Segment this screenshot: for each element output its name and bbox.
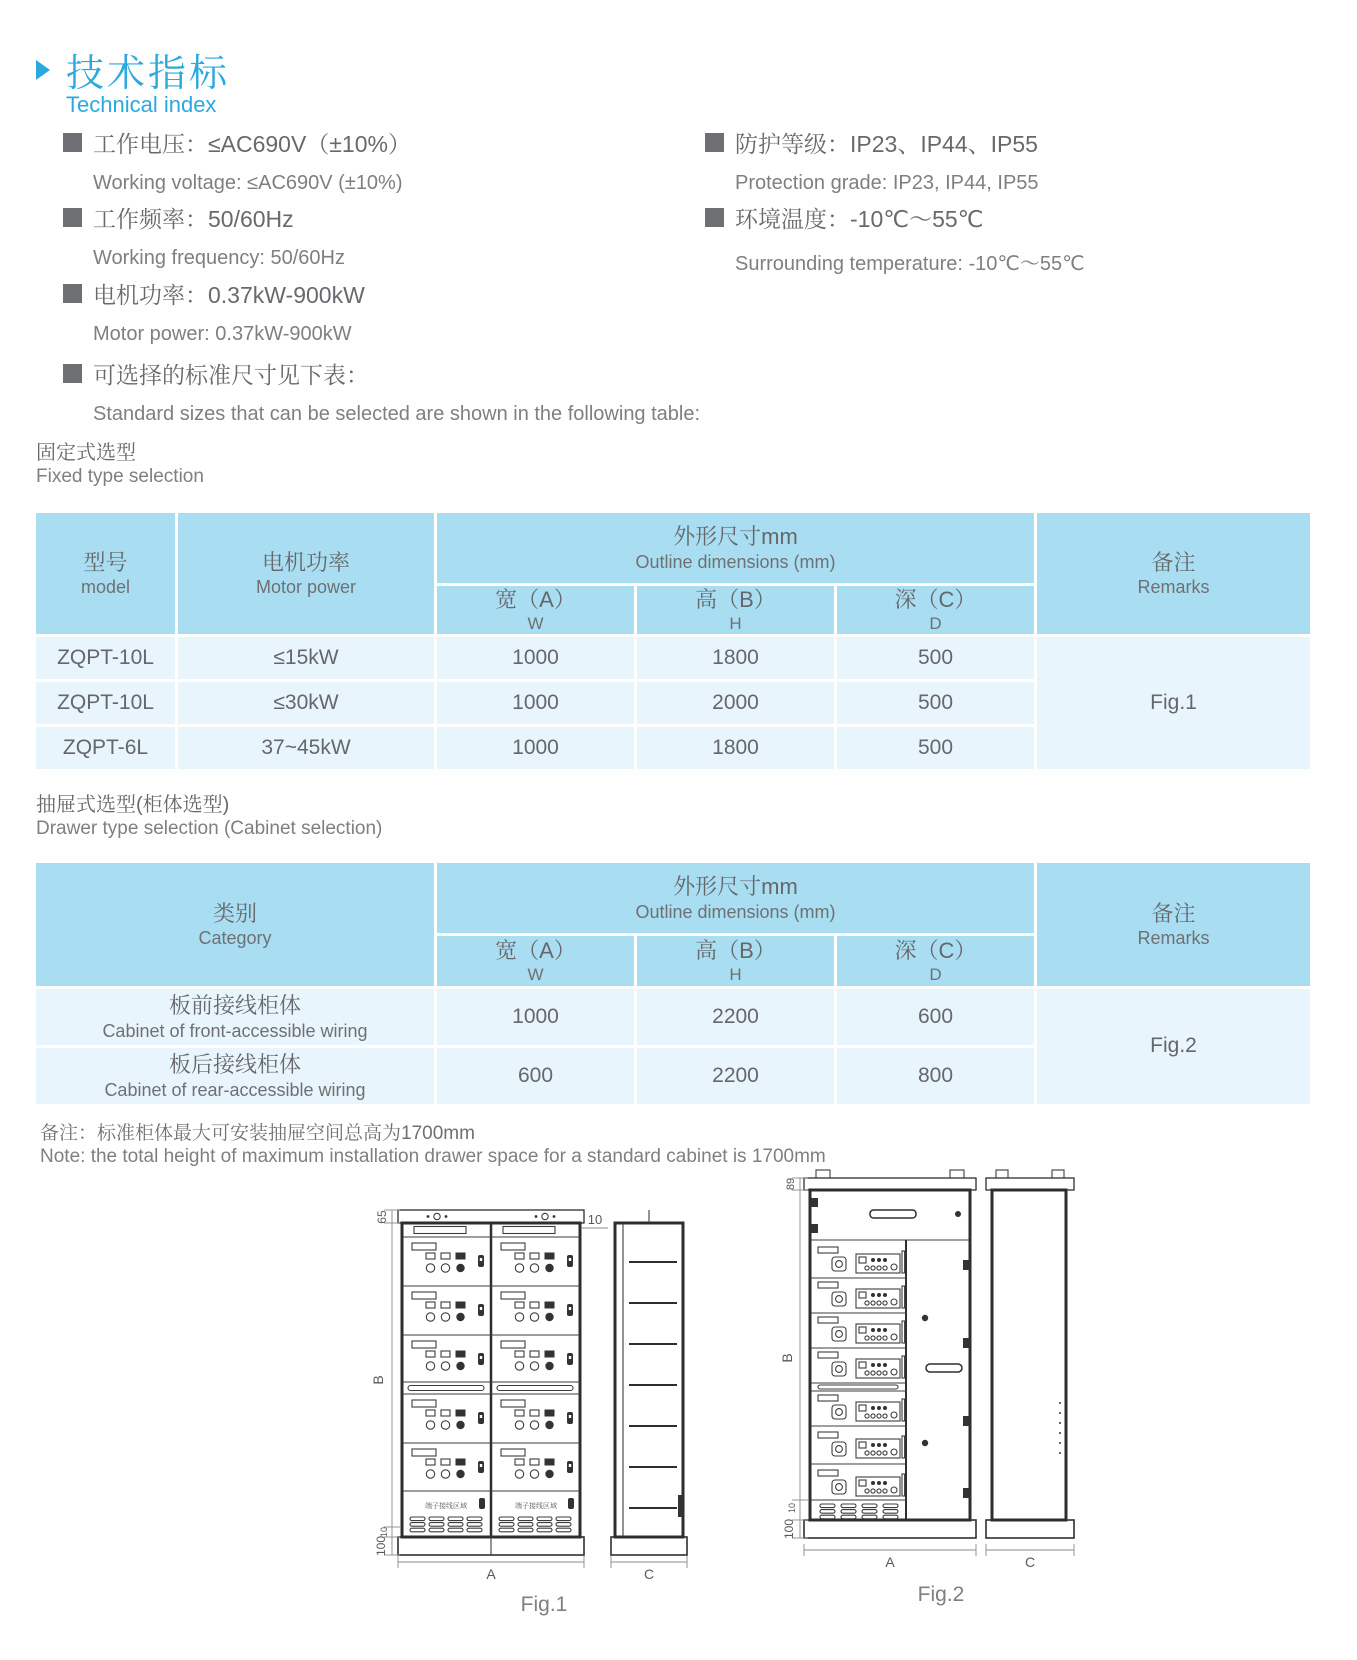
square-bullet-icon bbox=[63, 284, 82, 303]
fig2-front-view bbox=[804, 1190, 976, 1538]
col-header-model bbox=[36, 513, 175, 634]
fig1-top-cap bbox=[398, 1210, 584, 1223]
col-header-remarks bbox=[1037, 863, 1310, 986]
table-cell-width: 1000 bbox=[437, 989, 634, 1045]
col-header-width bbox=[437, 586, 634, 634]
spec-en-text: Working frequency: 50/60Hz bbox=[93, 247, 345, 269]
spec-working-frequency bbox=[63, 201, 345, 270]
header-height-en: H bbox=[729, 965, 742, 985]
table-cell-depth: 600 bbox=[837, 989, 1034, 1045]
dim-label-plinth: 100 bbox=[374, 1535, 388, 1557]
section-title-drawer-cn: 抽屉式选型(柜体选型) bbox=[36, 794, 230, 816]
header-height-en: H bbox=[729, 614, 742, 634]
category-cn: 板前接线柜体 bbox=[168, 993, 301, 1018]
table-cell-depth: 500 bbox=[837, 682, 1034, 724]
terminal-area-label: 端子接线区域 bbox=[425, 1503, 467, 1510]
spec-cn-text: 环境温度：-10℃～55℃ bbox=[735, 206, 984, 232]
header-remarks-en: Remarks bbox=[1137, 577, 1210, 597]
spec-en-text: Surrounding temperature: -10℃～55℃ bbox=[735, 253, 1085, 275]
drawer-type-table bbox=[36, 863, 1310, 1104]
spec-en-text: Motor power: 0.37kW-900kW bbox=[93, 323, 352, 345]
col-header-depth bbox=[837, 936, 1034, 986]
header-outline-cn: 外形尺寸mm bbox=[673, 874, 798, 899]
table-cell-width: 1000 bbox=[437, 637, 634, 679]
col-header-category bbox=[36, 863, 434, 986]
header-remarks-cn: 备注 bbox=[1151, 549, 1196, 575]
fig2-top-cap bbox=[804, 1170, 976, 1190]
fig1-drawing bbox=[340, 1200, 700, 1590]
spec-surrounding-temperature bbox=[705, 201, 1085, 276]
dim-label-plinth: 100 bbox=[782, 1518, 796, 1540]
fig2-caption: Fig.2 bbox=[917, 1583, 965, 1606]
table-cell-power: ≤30kW bbox=[178, 682, 434, 724]
header-depth-en: D bbox=[929, 614, 942, 634]
dim-label-vent: 10 bbox=[379, 1526, 389, 1538]
header-model-cn: 型号 bbox=[83, 549, 128, 575]
spec-en-text: Working voltage: ≤AC690V (±10%) bbox=[93, 172, 403, 194]
fig2-dimensions bbox=[779, 1178, 1074, 1570]
page-title: 技术指标 bbox=[66, 53, 231, 95]
fig1-front-view bbox=[398, 1223, 584, 1555]
col-header-height bbox=[637, 586, 834, 634]
header-category-en: Category bbox=[198, 928, 272, 948]
square-bullet-icon bbox=[63, 364, 82, 383]
col-header-outline-dimensions bbox=[437, 513, 1034, 583]
table-cell-width: 1000 bbox=[437, 727, 634, 769]
spec-cn-text: 可选择的标准尺寸见下表： bbox=[93, 362, 369, 388]
table-cell-power: ≤15kW bbox=[178, 637, 434, 679]
terminal-area-label: 端子接线区域 bbox=[515, 1503, 557, 1510]
table-cell-width: 600 bbox=[437, 1048, 634, 1104]
spec-working-voltage bbox=[63, 126, 411, 195]
header-depth-en: D bbox=[929, 965, 942, 985]
dim-label-width: A bbox=[885, 1554, 895, 1570]
dim-label-width: A bbox=[486, 1566, 496, 1582]
note-cn: 备注：标准柜体最大可安装抽屉空间总高为1700mm bbox=[40, 1123, 475, 1144]
spec-cn-text: 工作频率：50/60Hz bbox=[93, 206, 294, 232]
table-cell-model: ZQPT-10L bbox=[36, 637, 175, 679]
table-cell-category bbox=[36, 989, 434, 1045]
page-subtitle: Technical index bbox=[66, 92, 217, 117]
dim-label-vent: 10 bbox=[787, 1502, 797, 1514]
table-cell-remark: Fig.1 bbox=[1037, 637, 1310, 769]
fig2-side-view bbox=[986, 1170, 1074, 1538]
table-cell-category bbox=[36, 1048, 434, 1104]
header-width-cn: 宽（A） bbox=[495, 937, 576, 963]
section-title-fixed-en: Fixed type selection bbox=[36, 466, 204, 487]
header-width-en: W bbox=[527, 965, 544, 985]
spec-cn-text: 防护等级：IP23、IP44、IP55 bbox=[735, 131, 1038, 157]
category-en: Cabinet of rear-accessible wiring bbox=[104, 1079, 366, 1100]
header-remarks-en: Remarks bbox=[1137, 928, 1210, 948]
spec-cn-text: 电机功率：0.37kW-900kW bbox=[93, 282, 365, 308]
header-category-cn: 类别 bbox=[212, 900, 257, 926]
header-remarks-cn: 备注 bbox=[1151, 900, 1196, 926]
spec-en-text: Protection grade: IP23, IP44, IP55 bbox=[735, 172, 1039, 194]
fig1-side-view bbox=[611, 1210, 687, 1555]
category-en: Cabinet of front-accessible wiring bbox=[102, 1020, 368, 1041]
spec-protection-grade bbox=[705, 126, 1039, 195]
header-width-cn: 宽（A） bbox=[495, 586, 576, 612]
table-cell-height: 2000 bbox=[637, 682, 834, 724]
fixed-type-table bbox=[36, 513, 1310, 769]
dim-label-top-gap: 10 bbox=[587, 1212, 603, 1227]
dim-label-height: B bbox=[779, 1353, 795, 1363]
note-en: Note: the total height of maximum installation drawer space for a standard cabinet is 1700mm bbox=[40, 1146, 826, 1167]
col-header-motor-power bbox=[178, 513, 434, 634]
table-cell-height: 2200 bbox=[637, 1048, 834, 1104]
spec-standard-sizes bbox=[63, 357, 700, 426]
dim-label-cap: 89 bbox=[785, 1177, 797, 1191]
dim-label-cap: 65 bbox=[375, 1210, 389, 1224]
table-cell-power: 37~45kW bbox=[178, 727, 434, 769]
col-header-depth bbox=[837, 586, 1034, 634]
dim-label-depth: C bbox=[1024, 1554, 1036, 1570]
table-cell-height: 1800 bbox=[637, 637, 834, 679]
header-motor-cn: 电机功率 bbox=[261, 549, 350, 575]
table-cell-model: ZQPT-10L bbox=[36, 682, 175, 724]
fig2-drawing bbox=[720, 1148, 1080, 1580]
header-outline-en: Outline dimensions (mm) bbox=[635, 901, 836, 922]
header-model-en: model bbox=[80, 577, 131, 597]
col-header-remarks bbox=[1037, 513, 1310, 634]
spec-en-text: Standard sizes that can be selected are shown in the following table: bbox=[93, 403, 701, 425]
square-bullet-icon bbox=[705, 133, 724, 152]
triangle-marker-icon bbox=[36, 60, 50, 80]
section-title-drawer-en: Drawer type selection (Cabinet selection) bbox=[36, 818, 383, 839]
table-cell-model: ZQPT-6L bbox=[36, 727, 175, 769]
square-bullet-icon bbox=[705, 208, 724, 227]
dim-label-height: B bbox=[370, 1375, 386, 1385]
table-cell-remark: Fig.2 bbox=[1037, 989, 1310, 1104]
col-header-width bbox=[437, 936, 634, 986]
spec-motor-power bbox=[63, 277, 365, 346]
section-title-fixed-cn: 固定式选型 bbox=[36, 442, 136, 464]
table-cell-width: 1000 bbox=[437, 682, 634, 724]
table-cell-height: 1800 bbox=[637, 727, 834, 769]
table-cell-depth: 500 bbox=[837, 637, 1034, 679]
table-cell-depth: 500 bbox=[837, 727, 1034, 769]
spec-cn-text: 工作电压：≤AC690V（±10%） bbox=[93, 131, 411, 157]
header-height-cn: 高（B） bbox=[695, 937, 776, 963]
header-outline-en: Outline dimensions (mm) bbox=[635, 551, 836, 572]
square-bullet-icon bbox=[63, 133, 82, 152]
category-cn: 板后接线柜体 bbox=[168, 1052, 301, 1077]
table-cell-height: 2200 bbox=[637, 989, 834, 1045]
fig1-caption: Fig.1 bbox=[520, 1593, 568, 1616]
header-depth-cn: 深（C） bbox=[894, 586, 977, 612]
header-height-cn: 高（B） bbox=[695, 586, 776, 612]
table-cell-depth: 800 bbox=[837, 1048, 1034, 1104]
page-header bbox=[36, 42, 230, 97]
dim-label-depth: C bbox=[643, 1566, 655, 1582]
header-width-en: W bbox=[527, 614, 544, 634]
header-motor-en: Motor power bbox=[255, 577, 357, 597]
square-bullet-icon bbox=[63, 208, 82, 227]
col-header-outline-dimensions bbox=[437, 863, 1034, 933]
header-outline-cn: 外形尺寸mm bbox=[673, 524, 798, 549]
col-header-height bbox=[637, 936, 834, 986]
header-depth-cn: 深（C） bbox=[894, 937, 977, 963]
